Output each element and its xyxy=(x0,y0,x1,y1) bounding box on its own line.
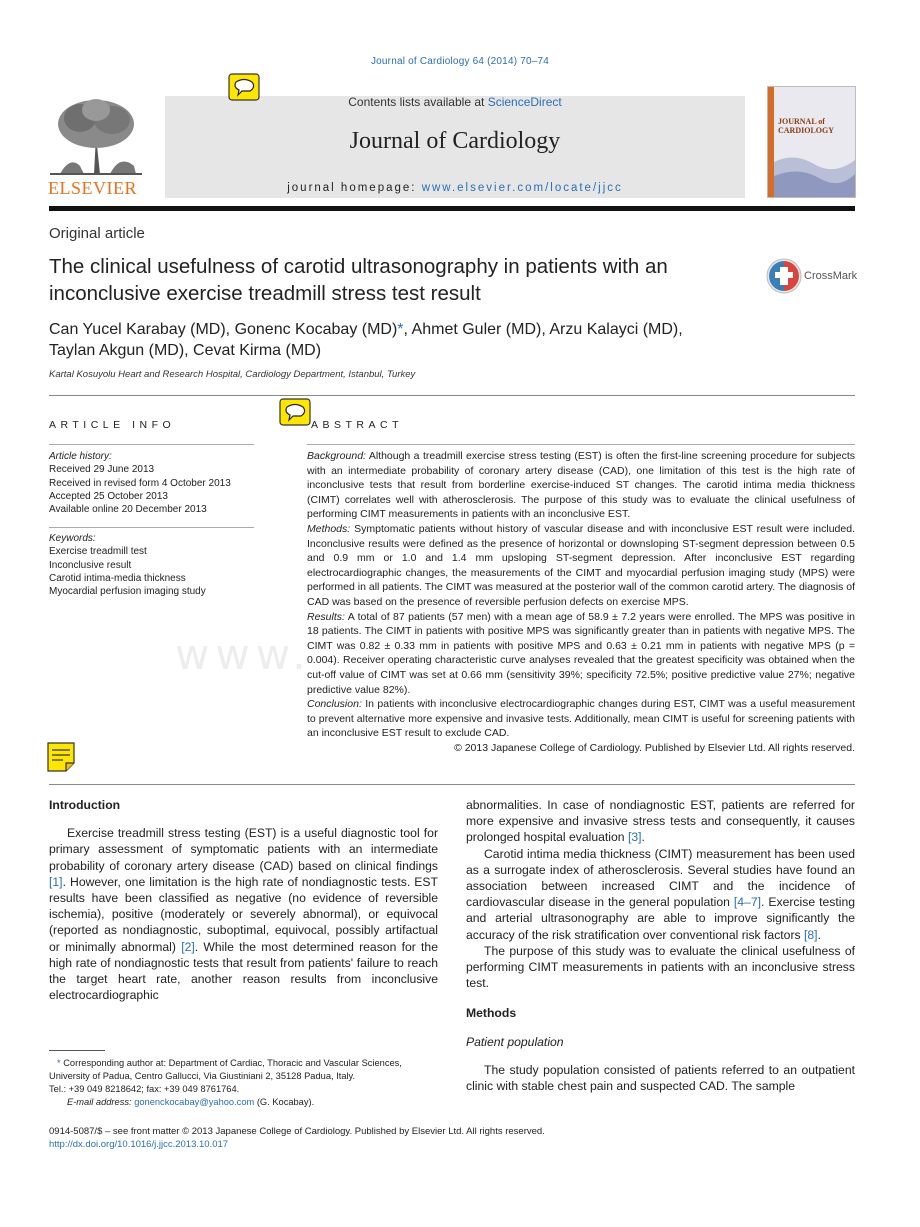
body-paragraph xyxy=(466,846,855,943)
page-footer xyxy=(49,1125,545,1151)
contact-phone: Tel.: +39 049 8218642; fax: +39 049 8761764. xyxy=(49,1084,240,1094)
email-suffix: (G. Kocabay). xyxy=(256,1097,315,1107)
body-paragraph xyxy=(466,797,855,846)
abstract-background xyxy=(307,449,855,522)
homepage-line xyxy=(165,182,745,194)
article-type: Original article xyxy=(49,225,145,242)
abstract-heading: ABSTRACT xyxy=(311,419,404,431)
conclusion-label: Conclusion: xyxy=(307,698,362,711)
introduction-heading: Introduction xyxy=(49,798,121,812)
comment-note-icon[interactable] xyxy=(228,73,260,101)
abstract-divider xyxy=(49,784,855,785)
keywords-rule xyxy=(49,527,254,528)
corresponding-author-note xyxy=(49,1057,439,1083)
article-title: The clinical usefulness of carotid ultrasonography in patients with an inconclusive exercise treadmill stress test result xyxy=(49,255,668,305)
methods-label: Methods: xyxy=(307,522,351,535)
keyword-item: Inconclusive result xyxy=(49,559,132,571)
issn-line: 0914-5087/$ – see front matter © 2013 Japanese College of Cardiology. Published by Elsevier Ltd. All rights reserved. xyxy=(49,1126,545,1137)
results-text: A total of 87 patients (57 men) with a mean age of 58.9 ± 7.2 years were enrolled. The MPS was positive in 18 patients. The CIMT in patients with positive MPS was significantly greater than in patients with negative MPS. The CIMT was 0.82 ± 0.33 mm in patients with positive MPS and 0.63 ± 0.21 mm in patients with negative MPS (p = 0.004). Receiver operating characteristic curve analyses revealed that the greatest specificity was obtained when the cut-off value of CIMT was set at 0.66 mm (sensitivity 39%; specificity 72.5%; positive predictive value 27%; negative predictive value 82%). xyxy=(307,610,855,696)
keyword-item: Exercise treadmill test xyxy=(49,546,147,558)
email-label: E-mail address: xyxy=(67,1097,132,1107)
intro-text: . However, one limitation is the high rate of nondiagnostic tests. EST results have been classified as negative (no evidence of reversible ischemia), positive (moderately or severely abnormal), or equivocal (reported as nondiagnostic, suboptimal, equivocal, possibly artifactual or minimally abnormal) xyxy=(49,874,438,954)
sciencedirect-link[interactable]: ScienceDirect xyxy=(487,95,562,109)
body-paragraph: The purpose of this study was to evaluate the clinical usefulness of performing CIMT measurements in patients with an inconclusive stress test. xyxy=(466,943,855,991)
cover-title-line: JOURNAL of xyxy=(778,117,825,126)
intro-text: . While the most determined reason for the high rate of nondiagnostic tests that result from patients' failure to reach the target heart rate, another reason results from inconclusive electrocardiographic xyxy=(49,939,438,1003)
body-text: . xyxy=(817,927,821,942)
abstract-body xyxy=(307,449,855,755)
history-item: Received in revised form 4 October 2013 xyxy=(49,477,231,489)
reference-link[interactable]: [2] xyxy=(181,939,195,954)
body-text: . xyxy=(641,830,645,845)
body-left-column xyxy=(49,797,438,1003)
cover-title-line: CARDIOLOGY xyxy=(778,126,835,135)
comment-note-icon[interactable] xyxy=(279,398,311,426)
footnote xyxy=(49,1057,439,1109)
methods-text: Symptomatic patients without history of vascular disease and with inconclusive EST result were included. Inconclusive results were defined as the presence of horizontal or downsloping ST-segment depression between 0.5 and 0.9 mm or 1.0 and 1.4 mm upsloping ST-segment depression. After inconclusive EST regarding electrocardiographic changes, the measurements of the CIMT and myocardial perfusion imaging study (MPS) were performed in all patients. The CIMT was measured at the posterior wall of the common carotid artery. The diagnosis of CAD was based on the presence of reversible perfusion defects on exercise MPS. xyxy=(307,522,855,608)
reference-link[interactable]: [4–7] xyxy=(733,895,761,910)
keyword-item: Carotid intima-media thickness xyxy=(49,572,186,584)
authors-line-2: Taylan Akgun (MD), Cevat Kirma (MD) xyxy=(49,342,322,359)
keywords-block xyxy=(49,532,254,598)
elsevier-tree-logo xyxy=(50,96,142,176)
history-item: Available online 20 December 2013 xyxy=(49,504,207,516)
body-right-column xyxy=(466,797,855,1094)
abstract-results xyxy=(307,610,855,698)
crossmark-icon xyxy=(766,258,802,294)
abstract-rule xyxy=(307,444,855,445)
journal-title: Journal of Cardiology xyxy=(349,128,561,154)
journal-citation[interactable]: Journal of Cardiology 64 (2014) 70–74 xyxy=(370,56,550,67)
history-label: Article history: xyxy=(49,451,112,462)
contents-prefix: Contents lists available at xyxy=(348,95,485,109)
elsevier-wordmark: ELSEVIER xyxy=(48,178,137,198)
watermark: www. xyxy=(175,630,312,679)
affiliation: Kartal Kosuyolu Heart and Research Hospital, Cardiology Department, Istanbul, Turkey xyxy=(49,369,416,380)
conclusion-text: In patients with inconclusive electrocardiographic changes during EST, CIMT was a useful measurement to prevent alternative more expensive and invasive tests. Additionally, mean CIMT is useful for screening patients with an inconclusive EST result to exclude CAD. xyxy=(307,698,856,740)
homepage-prefix: journal homepage: xyxy=(287,182,417,194)
author-list xyxy=(49,319,769,361)
crossmark-badge[interactable] xyxy=(766,258,857,294)
contact-email xyxy=(49,1096,439,1109)
body-text: abnormalities. In case of nondiagnostic EST, patients are referred for more expensive and invasive stress tests and consequently, it causes prolonged hospital evaluation xyxy=(466,798,855,845)
body-text: . Exercise testing and arterial ultrasonography are able to improve significantly the accuracy of the risk stratification over conventional risk factors xyxy=(466,895,855,942)
reference-link[interactable]: [3] xyxy=(627,830,642,845)
history-item: Accepted 25 October 2013 xyxy=(49,490,168,502)
sticky-note-icon[interactable] xyxy=(47,742,75,772)
reference-link[interactable]: [1] xyxy=(49,874,63,889)
intro-text: Exercise treadmill stress testing (EST) is a useful diagnostic tool for primary assessment of symptomatic patients with an intermediate probability of coronary artery disease (CAD) based on clinical findings xyxy=(49,826,438,873)
results-label: Results: xyxy=(307,610,345,623)
background-text: Although a treadmill exercise stress testing (EST) is often the first-line screening procedure for subjects with an intermediate probability of coronary artery disease (CAD), one limitation of this test is the high rate of inconclusive tests that result from borderline exercise-induced ST changes. The carotid intima media thickness (CIMT) correlates well with atherosclerosis. The purpose of this study was to evaluate the clinical usefulness of performing CIMT measurements in patients with an inconclusive EST. xyxy=(307,450,855,521)
journal-cover-thumbnail[interactable] xyxy=(767,86,856,198)
methods-heading: Methods xyxy=(466,1006,517,1021)
cover-wave-art xyxy=(774,142,855,197)
crossmark-label: CrossMark xyxy=(804,270,858,282)
body-paragraph: The study population consisted of patients referred to an outpatient clinic with stable chest pain and suspected CAD. The sample xyxy=(466,1062,855,1094)
footnote-rule xyxy=(49,1050,105,1051)
email-link[interactable]: gonenckocabay@yahoo.com xyxy=(134,1097,255,1107)
authors-part-a: Can Yucel Karabay (MD), Gonenc Kocabay (MD) xyxy=(49,321,398,338)
header-divider xyxy=(49,395,855,396)
corresponding-author-marker[interactable]: * xyxy=(397,321,404,338)
body-text: Carotid intima media thickness (CIMT) measurement has been used as a surrogate index of atherosclerosis. Several studies have found an association between increased CIMT and the incidence of cardiovascular disease in the general population xyxy=(466,846,855,910)
corresponding-text: Corresponding author at: Department of Cardiac, Thoracic and Vascular Sciences, University of Padua, Centro Gallucci, Via Giustiniani 2, 35128 Padua, Italy. xyxy=(49,1058,402,1081)
abstract-conclusion xyxy=(307,697,855,741)
masthead-rule xyxy=(49,206,855,211)
doi-link[interactable]: http://dx.doi.org/10.1016/j.jjcc.2013.10.017 xyxy=(49,1139,229,1150)
introduction-paragraph xyxy=(49,825,438,1003)
keywords-label: Keywords: xyxy=(49,533,96,544)
patient-population-heading: Patient population xyxy=(466,1034,564,1049)
keyword-item: Myocardial perfusion imaging study xyxy=(49,586,206,598)
history-item: Received 29 June 2013 xyxy=(49,464,155,476)
authors-part-b: , Ahmet Guler (MD), Arzu Kalayci (MD), xyxy=(403,321,683,338)
homepage-link[interactable]: www.elsevier.com/locate/jjcc xyxy=(421,182,623,194)
abstract-copyright: © 2013 Japanese College of Cardiology. Published by Elsevier Ltd. All rights reserved. xyxy=(454,741,855,754)
article-info-block xyxy=(49,450,254,516)
reference-link[interactable]: [8] xyxy=(804,927,818,942)
article-info-heading: ARTICLE INFO xyxy=(49,419,176,431)
footnote-star[interactable]: * xyxy=(57,1058,61,1068)
background-label: Background: xyxy=(307,450,366,462)
cover-title xyxy=(778,117,834,135)
article-info-rule xyxy=(49,444,254,445)
abstract-methods xyxy=(307,522,855,610)
